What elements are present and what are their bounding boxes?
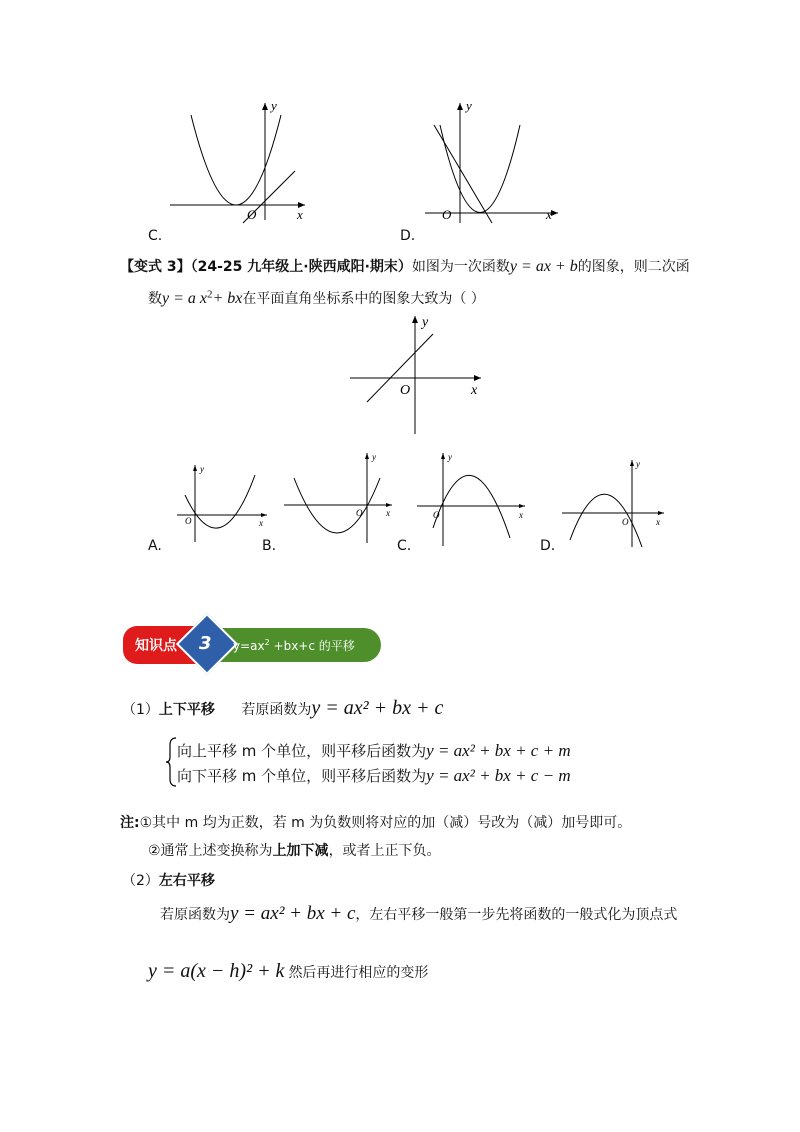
x-axis-label: x — [656, 517, 660, 527]
section2-heading-line — [122, 870, 215, 890]
section1-number: （1） — [122, 702, 159, 718]
x-axis-label: x — [297, 207, 303, 222]
x-axis-label: x — [519, 510, 523, 520]
section1-heading: 上下平移 — [158, 702, 215, 718]
option-d-label: D. — [400, 228, 416, 244]
shift-up-text: 向上平移 m 个单位，则平移后函数为 — [177, 742, 427, 760]
note-text: ，或者上正下负。 — [328, 843, 441, 859]
origin-label: O — [433, 510, 440, 520]
shift-up-line — [177, 740, 571, 761]
note-line1 — [120, 812, 631, 832]
question-text: 数 — [148, 291, 162, 307]
variant-source: （24-25 九年级上·陕西咸阳·期末） — [190, 259, 412, 275]
note-text: ②通常上述变换称为 — [148, 843, 273, 859]
section1-intro: 若原函数为 — [241, 702, 312, 718]
linear-expression: y = ax + b — [509, 258, 578, 275]
variant-tag: 【变式 3】 — [120, 259, 191, 275]
origin-label: O — [622, 517, 629, 527]
graph-answer-a — [175, 460, 275, 545]
note-label: 注: — [120, 815, 140, 831]
banner-label: 知识点 — [135, 638, 177, 654]
shift-down-text: 向下平移 m 个单位，则平移后函数为 — [177, 767, 427, 785]
x-axis-label: x — [546, 207, 552, 222]
linear-function-graph — [345, 312, 485, 437]
quadratic-expression: y = a x — [162, 290, 207, 307]
y-axis-label: y — [372, 452, 376, 462]
answer-c-label: C. — [397, 538, 412, 554]
x-axis-label: x — [386, 508, 390, 518]
vertex-formula: y = a(x − h)² + k — [148, 960, 285, 982]
y-axis-label: y — [466, 98, 472, 113]
graph-answer-d — [560, 455, 670, 550]
vertex-after: 然后再进行相应的变形 — [288, 965, 429, 981]
graph-option-d — [420, 95, 570, 225]
y-axis-label: y — [422, 315, 429, 330]
y-axis-label: y — [200, 464, 204, 474]
x-axis-label: x — [471, 383, 478, 398]
graph-answer-c — [415, 448, 530, 548]
section1-formula: y = ax² + bx + c — [311, 697, 444, 719]
origin-label: O — [185, 516, 192, 526]
origin-label: O — [400, 383, 411, 398]
section1-line — [122, 697, 443, 720]
section2-after: ，左右平移一般第一步先将函数的一般式化为顶点式 — [355, 907, 678, 923]
section2-heading: 左右平移 — [158, 873, 215, 889]
answer-b-label: B. — [262, 538, 277, 554]
note-bold: 上加下减 — [272, 843, 329, 859]
origin-label: O — [442, 207, 452, 222]
section2-intro-line — [160, 903, 700, 925]
section2-number: （2） — [122, 873, 159, 889]
y-axis-label: y — [271, 98, 277, 113]
section2-formula: y = ax² + bx + c — [230, 903, 356, 924]
origin-label: O — [247, 207, 257, 222]
question-text: 的图象，则二次函 — [577, 259, 690, 275]
section2-intro: 若原函数为 — [160, 907, 230, 923]
shift-down-line — [177, 765, 571, 786]
graph-answer-b — [282, 448, 397, 548]
note-text: ①其中 m 均为正数，若 m 为负数则将对应的加（减）号改为（减）加号即可。 — [139, 815, 632, 831]
variant-question-line2: 数y = a $x^2+$ bx在平面直角坐标系中的图象大致为（ ） — [148, 288, 485, 307]
banner-title: $y=ax^2 +bx+c$ 的平移 — [233, 638, 355, 653]
vertex-form-line — [148, 960, 428, 983]
question-text: 如图为一次函数 — [411, 259, 510, 275]
x-axis-label: x — [259, 518, 263, 528]
variant-question-line1 — [120, 256, 700, 276]
banner-number: 3 — [199, 633, 212, 654]
question-text: 在平面直角坐标系中的图象大致为（ ） — [242, 291, 485, 307]
y-axis-label: y — [448, 452, 452, 462]
note-line2 — [148, 840, 441, 860]
shift-down-formula: y = ax² + bx + c − m — [426, 766, 571, 785]
answer-a-label: A. — [148, 538, 162, 554]
y-axis-label: y — [636, 459, 640, 469]
graph-option-c — [165, 95, 315, 225]
knowledge-point-banner — [123, 626, 381, 664]
quadratic-expression-tail: + bx — [212, 290, 243, 307]
origin-label: O — [356, 508, 363, 518]
option-c-label: C. — [148, 228, 163, 244]
shift-up-formula: y = ax² + bx + c + m — [426, 741, 571, 760]
answer-d-label: D. — [540, 538, 556, 554]
